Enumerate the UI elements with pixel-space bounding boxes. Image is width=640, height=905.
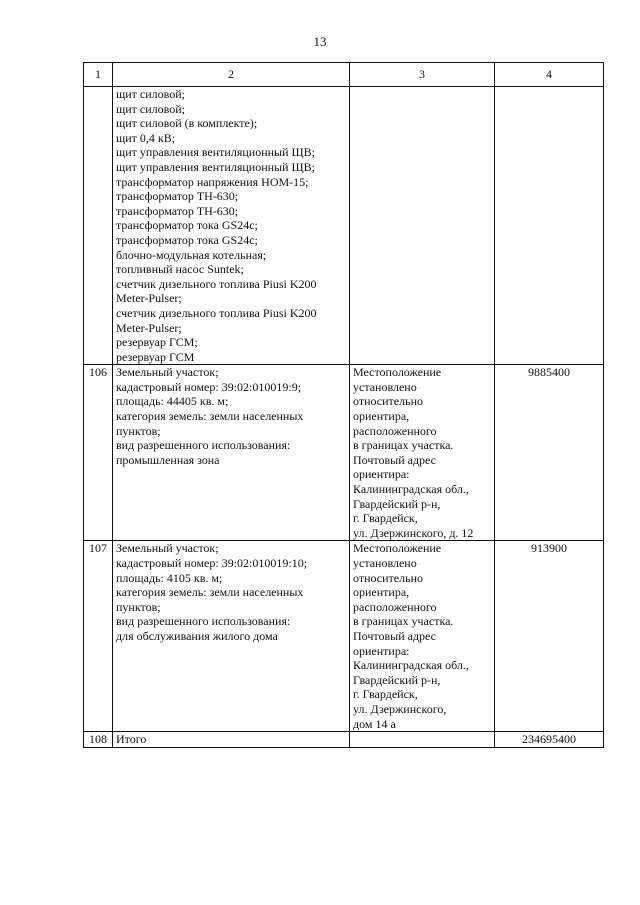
location-line: установлено bbox=[353, 556, 417, 570]
page-number: 13 bbox=[313, 34, 327, 49]
description-cell bbox=[113, 541, 350, 732]
value-cell: 9885400 bbox=[495, 365, 604, 541]
description-line: Земельный участок; bbox=[116, 365, 219, 380]
description-line: трансформатор напряжения НОМ-15; bbox=[116, 174, 309, 189]
row-number: 107 bbox=[84, 541, 113, 732]
location-line: Гвардейский р-н, bbox=[353, 672, 441, 687]
location-cell bbox=[350, 365, 495, 541]
description-line: площадь: 44405 кв. м; bbox=[116, 394, 229, 409]
total-row-number: 108 bbox=[84, 732, 113, 748]
description-line: кадастровый номер: 39:02:010019:10; bbox=[116, 556, 308, 570]
location-line: Местоположение bbox=[353, 541, 442, 556]
description-line: Meter-Pulser; bbox=[116, 291, 182, 306]
table-row bbox=[84, 541, 604, 732]
location-line: ориентира, bbox=[353, 409, 410, 424]
location-line: Местоположение bbox=[353, 365, 442, 380]
location-line: дом 14 а bbox=[353, 716, 396, 731]
total-value: 234695400 bbox=[495, 732, 604, 748]
description-cell bbox=[113, 87, 350, 365]
table-row bbox=[84, 365, 604, 541]
location-line: Калининградская обл., bbox=[353, 658, 469, 673]
description-line: пунктов; bbox=[116, 423, 161, 438]
column-header-1: 1 bbox=[84, 63, 113, 87]
location-line: относительно bbox=[353, 570, 424, 585]
location-line: расположенного bbox=[353, 599, 437, 614]
description-line: трансформатор ТН-630; bbox=[116, 189, 239, 204]
location-line: установлено bbox=[353, 379, 417, 394]
table-row bbox=[84, 87, 604, 365]
description-line: кадастровый номер: 39:02:010019:9; bbox=[116, 379, 302, 394]
description-line: щит управления вентиляционный ЩВ; bbox=[116, 145, 315, 160]
description-line: площадь: 4105 кв. м; bbox=[116, 570, 223, 585]
description-line: промышленная зона bbox=[116, 452, 220, 467]
description-line: щит управления вентиляционный ЩВ; bbox=[116, 159, 315, 174]
location-cell bbox=[350, 541, 495, 732]
description-line: трансформатор ТН-630; bbox=[116, 203, 239, 218]
location-line: ул. Дзержинского, bbox=[353, 701, 447, 716]
description-line: категория земель: земли населенных bbox=[116, 585, 304, 600]
location-line: расположенного bbox=[353, 423, 437, 438]
location-line: г. Гвардейск, bbox=[353, 511, 418, 526]
location-line: относительно bbox=[353, 394, 424, 409]
location-line: Почтовый адрес bbox=[353, 628, 437, 643]
description-line: для обслуживания жилого дома bbox=[116, 628, 278, 643]
description-line: Meter-Pulser; bbox=[116, 320, 182, 335]
location-line: ориентира: bbox=[353, 643, 410, 658]
row-number: 106 bbox=[84, 365, 113, 541]
description-line: топливный насос Suntek; bbox=[116, 262, 244, 277]
column-header-4: 4 bbox=[495, 63, 604, 87]
description-line: щит силовой; bbox=[116, 101, 185, 116]
total-label: Итого bbox=[113, 732, 350, 748]
description-line: резервуар ГСМ; bbox=[116, 335, 198, 350]
description-line: категория земель: земли населенных bbox=[116, 409, 304, 424]
property-table bbox=[83, 62, 604, 748]
description-line: вид разрешенного использования: bbox=[116, 614, 291, 629]
header-row bbox=[84, 63, 604, 87]
location-line: Калининградская обл., bbox=[353, 482, 469, 497]
location-line: в границах участка. bbox=[353, 438, 454, 453]
value-cell bbox=[495, 87, 604, 365]
column-header-2: 2 bbox=[113, 63, 350, 87]
description-line: щит 0,4 кВ; bbox=[116, 130, 176, 145]
description-line: пунктов; bbox=[116, 599, 161, 614]
description-line: вид разрешенного использования: bbox=[116, 438, 291, 453]
description-line: счетчик дизельного топлива Piusi K200 bbox=[116, 305, 317, 320]
description-line: щит силовой (в комплекте); bbox=[116, 116, 258, 131]
total-empty-cell bbox=[350, 732, 495, 748]
description-line: щит силовой; bbox=[116, 87, 185, 101]
location-line: ориентира: bbox=[353, 467, 410, 482]
total-row bbox=[84, 732, 604, 748]
description-cell bbox=[113, 365, 350, 541]
location-line: г. Гвардейск, bbox=[353, 687, 418, 702]
location-line: Гвардейский р-н, bbox=[353, 496, 441, 511]
description-line: Земельный участок; bbox=[116, 541, 219, 556]
location-line: ориентира, bbox=[353, 585, 410, 600]
location-cell bbox=[350, 87, 495, 365]
description-line: счетчик дизельного топлива Piusi K200 bbox=[116, 276, 317, 291]
description-line: трансформатор тока GS24c; bbox=[116, 218, 258, 233]
value-cell: 913900 bbox=[495, 541, 604, 732]
location-line: ул. Дзержинского, д. 12 bbox=[353, 525, 474, 540]
row-number bbox=[84, 87, 113, 365]
location-line: Почтовый адрес bbox=[353, 452, 437, 467]
location-line: в границах участка. bbox=[353, 614, 454, 629]
description-line: трансформатор тока GS24c; bbox=[116, 232, 258, 247]
description-line: блочно-модульная котельная; bbox=[116, 247, 267, 262]
description-line: резервуар ГСМ bbox=[116, 349, 195, 364]
column-header-3: 3 bbox=[350, 63, 495, 87]
